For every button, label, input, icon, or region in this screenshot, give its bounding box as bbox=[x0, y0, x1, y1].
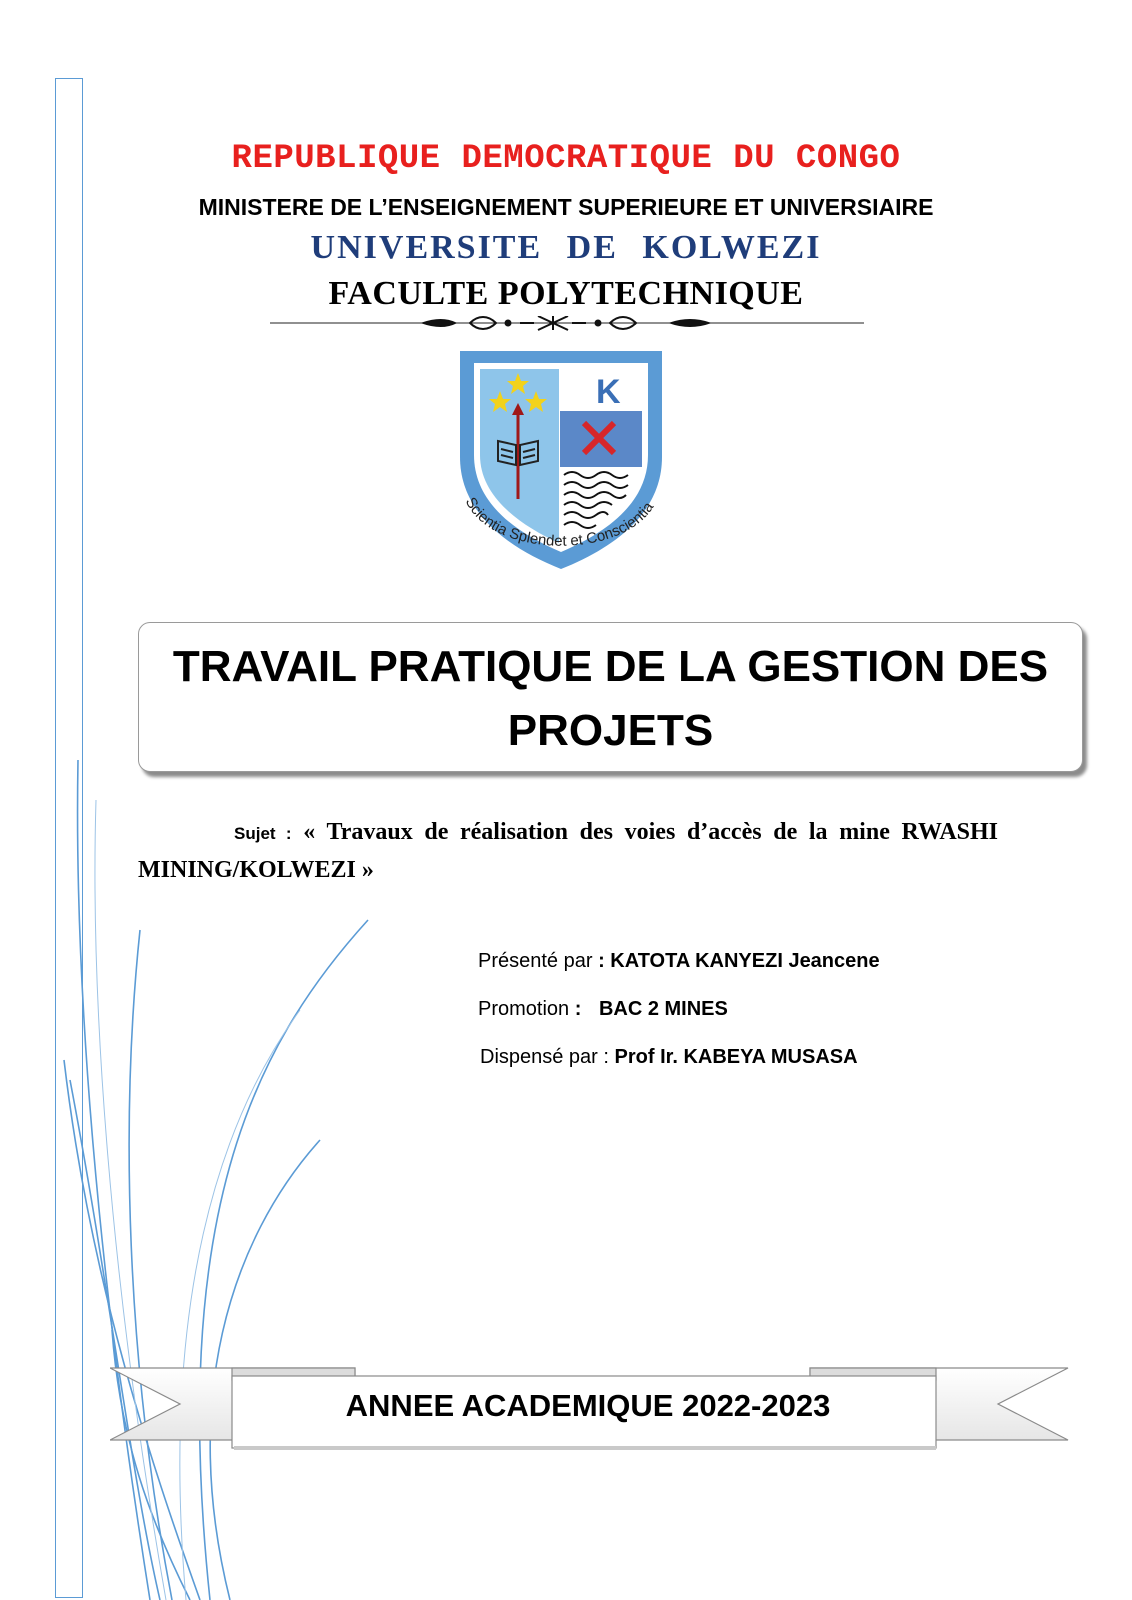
academic-year: ANNEE ACADEMIQUE 2022-2023 bbox=[345, 1388, 831, 1423]
country-heading: REPUBLIQUE DEMOCRATIQUE DU CONGO bbox=[231, 140, 901, 178]
subject-text: « Travaux de réalisation des voies d’accès de la mine RWASHI MINING/KOLWEZI » bbox=[138, 819, 999, 883]
document-title bbox=[139, 635, 1082, 763]
subject-paragraph bbox=[138, 814, 998, 888]
promotion-line bbox=[478, 998, 728, 1021]
crest-letter: K bbox=[596, 373, 621, 411]
dispensed-by-value: Prof Ir. KABEYA MUSASA bbox=[614, 1046, 858, 1068]
title-box bbox=[138, 622, 1083, 772]
dispensed-by-line bbox=[480, 1046, 858, 1069]
presented-by-label: Présenté par bbox=[478, 950, 593, 972]
subject-label: Sujet : bbox=[234, 824, 292, 843]
presented-by-line bbox=[478, 950, 880, 973]
promotion-value: BAC 2 MINES bbox=[598, 998, 728, 1020]
university-crest-icon bbox=[456, 347, 666, 592]
crest-motto: Scientia Splendet et Conscientia bbox=[461, 494, 658, 550]
faculty-heading: FACULTE POLYTECHNIQUE bbox=[328, 275, 804, 312]
dispensed-by-label: Dispensé par : bbox=[480, 1046, 609, 1068]
ministry-heading: MINISTERE DE L’ENSEIGNEMENT SUPERIEURE ET UNIVERSIAIRE bbox=[198, 194, 934, 220]
title-line-1: TRAVAIL PRATIQUE DE LA GESTION DES bbox=[172, 642, 1049, 691]
promotion-label: Promotion bbox=[478, 998, 570, 1020]
university-heading: UNIVERSITE DE KOLWEZI bbox=[310, 229, 822, 266]
promotion-separator: : bbox=[574, 998, 582, 1020]
presented-by-value: : KATOTA KANYEZI Jeancene bbox=[598, 950, 880, 972]
title-line-2: PROJETS bbox=[507, 706, 714, 755]
ornament-divider-icon bbox=[270, 316, 864, 332]
